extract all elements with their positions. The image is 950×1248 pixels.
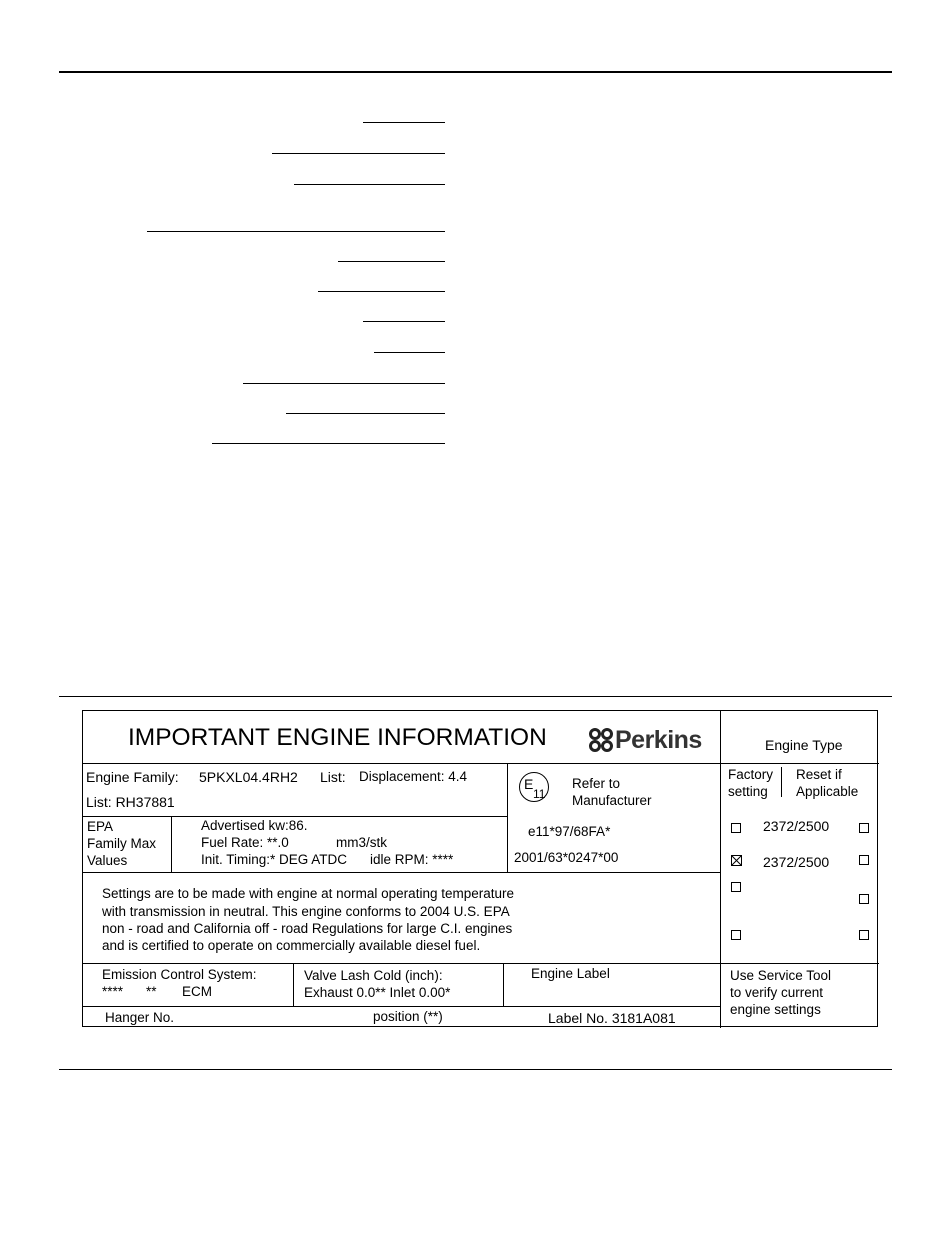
displacement: Displacement: 4.4 [359,769,468,784]
settings-text-line: and is certified to operate on commercially available diesel fuel. [102,938,481,953]
factory-setting-label: Factory [728,767,774,782]
valve-lash-label: Valve Lash Cold (inch): [304,968,443,983]
factory-checkbox-row3[interactable] [731,882,741,892]
e-mark-icon [519,772,549,802]
advertised-kw: Advertised kw:86. [201,818,308,833]
epa-label-3: Values [87,853,128,868]
settings-text-line: with transmission in neutral. This engine conforms to 2004 U.S. EPA [102,904,510,919]
divider [507,763,508,872]
setting-row2: 2372/2500 [763,854,830,870]
divider [83,816,507,817]
emission-control-value-3: ECM [182,984,212,999]
blank-line [374,352,445,353]
divider [293,963,294,1006]
approval-number-2: 2001/63*0247*00 [514,850,619,865]
approval-number-1: e11*97/68FA* [528,824,611,839]
section-rule-bottom [59,1069,892,1070]
setting-row1: 2372/2500 [763,818,830,834]
service-tool-line-1: Use Service Tool [730,968,832,983]
epa-label-2: Family Max [87,836,157,851]
divider [83,1006,721,1007]
engine-family-value: 5PKXL04.4RH2 [199,769,298,785]
reset-checkbox-row4[interactable] [859,930,869,940]
reset-checkbox-row1[interactable] [859,823,869,833]
divider [83,963,879,964]
divider [83,763,879,764]
refer-to: Refer to [572,776,621,791]
init-timing: Init. Timing:* DEG ATDC [201,852,348,867]
engine-family-label: Engine Family: [86,769,179,785]
section-rule-top [59,696,892,697]
divider [720,711,721,1028]
top-rule [59,71,892,73]
e-mark-letter: E [524,776,534,792]
e-mark-number: 11 [533,787,546,801]
manufacturer: Manufacturer [572,793,652,808]
divider [83,872,721,873]
service-tool-line-3: engine settings [730,1002,821,1017]
blank-line [243,383,445,384]
blank-line [286,413,445,414]
engine-info-plate [82,710,878,1027]
divider [171,816,172,872]
fuel-rate-unit: mm3/stk [336,835,388,850]
settings-text-line: Settings are to be made with engine at normal operating temperature [102,886,514,901]
perkins-logo-icon [588,727,614,753]
divider [781,767,782,797]
fuel-rate: Fuel Rate: **.0 [201,835,289,850]
blank-line [147,231,445,232]
reset-checkbox-row3[interactable] [859,894,869,904]
hanger-no: Hanger No. [105,1010,175,1025]
position: position (**) [373,1009,443,1024]
emission-control-value-2: ** [146,984,157,999]
blank-line [212,443,445,444]
list-value: List: RH37881 [86,794,175,810]
epa-label: EPA [87,819,114,834]
emission-control-label: Emission Control System: [102,967,257,982]
reset-if-label-2: Applicable [796,784,859,799]
factory-setting-label-2: setting [728,784,768,799]
list-label: List: [320,769,346,785]
service-tool-line-2: to verify current [730,985,824,1000]
plate-title: IMPORTANT ENGINE INFORMATION [128,724,547,751]
idle-rpm: idle RPM: **** [370,852,454,867]
blank-line [363,321,445,322]
perkins-logo [588,727,718,753]
emission-control-value-1: **** [102,984,124,999]
divider [503,963,504,1006]
blank-line [363,122,445,123]
factory-checkbox-row4[interactable] [731,930,741,940]
factory-checkbox-row1[interactable] [731,823,741,833]
reset-checkbox-row2[interactable] [859,855,869,865]
reset-if-label: Reset if [796,767,842,782]
label-number: Label No. 3181A081 [548,1010,676,1026]
blank-line [272,153,445,154]
factory-checkbox-row2-checked[interactable] [731,855,742,866]
perkins-brand-text: Perkins [615,726,702,754]
blank-line [294,184,445,185]
engine-label: Engine Label [531,966,610,981]
valve-lash-value: Exhaust 0.0** Inlet 0.00* [304,985,451,1000]
blank-line [338,261,445,262]
settings-text-line: non - road and California off - road Regulations for large C.I. engines [102,921,513,936]
engine-type-header: Engine Type [765,737,843,753]
blank-line [318,291,445,292]
